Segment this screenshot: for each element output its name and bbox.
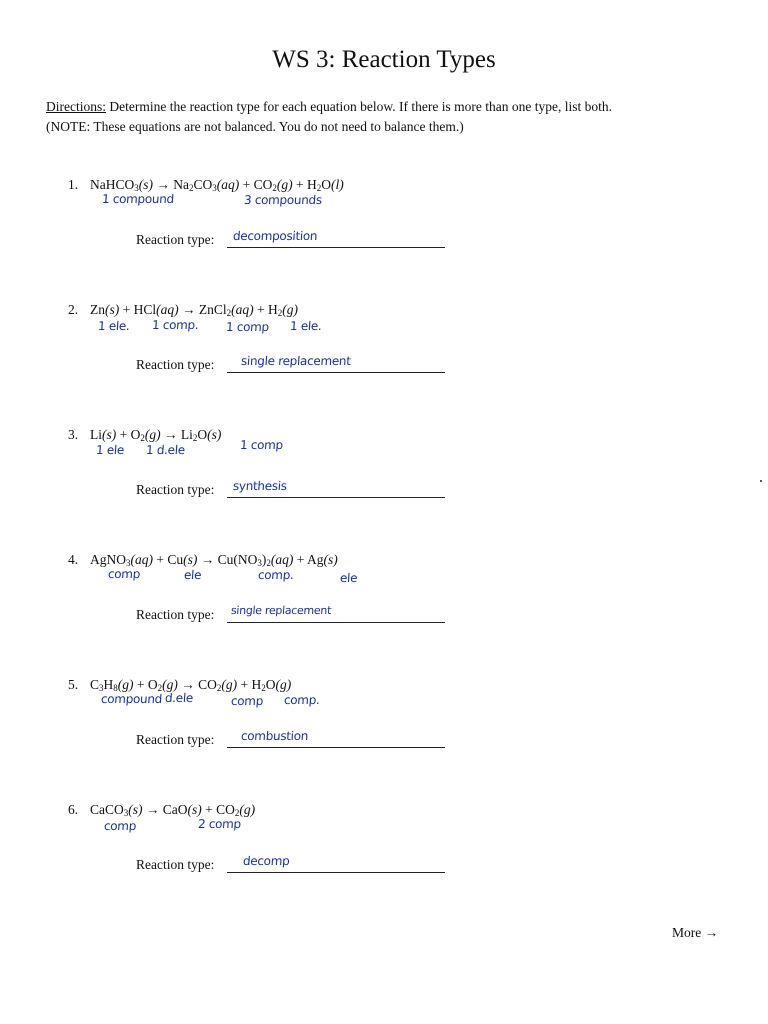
handwritten-note: 1 d.ele — [145, 443, 186, 457]
problem-number: 5. — [68, 677, 79, 692]
equation: 4. AgNO$_3$(aq) + $Cu(s) \to Cu(NO_3)_2(aq) + Ag(s)$ — [68, 552, 338, 568]
reaction-type-answer: single replacement — [230, 604, 332, 617]
handwritten-note: comp — [230, 694, 264, 708]
directions-label: Directions: — [46, 99, 106, 114]
handwritten-note: 1 compound — [101, 192, 175, 206]
reaction-type-answer: single replacement — [240, 354, 352, 368]
reaction-type-answer: decomposition — [232, 229, 318, 243]
directions-note: (NOTE: These equations are not balanced. You do not need to balance them.) — [46, 119, 464, 134]
problem-1 — [0, 177, 768, 297]
answer-line — [227, 372, 445, 373]
handwritten-note: 1 ele. — [289, 319, 323, 333]
handwritten-note: comp. — [283, 693, 321, 707]
equation: 6. CaCO$_3$(s) → $CaO(s) + CO_2(g)$ — [68, 802, 256, 818]
handwritten-note: comp. — [257, 568, 295, 582]
worksheet-title: WS 3: Reaction Types — [272, 46, 496, 73]
handwritten-note: comp — [103, 819, 137, 833]
handwritten-note: 3 compounds — [243, 193, 323, 207]
problem-number: 3. — [68, 427, 79, 442]
equation: 1. NaHCO$_3$(s) → $Na_2CO_3(aq) + CO_2(g) + H_2O(l)$ — [68, 177, 344, 193]
more-link[interactable]: More → — [672, 925, 719, 940]
problem-number: 2. — [68, 302, 79, 317]
handwritten-note: 1 ele. — [97, 319, 131, 333]
reaction-type-label: Reaction type: — [136, 357, 215, 372]
reaction-type-label: Reaction type: — [136, 857, 215, 872]
problem-number: 4. — [68, 552, 79, 567]
problem-number: 6. — [68, 802, 79, 817]
handwritten-note: comp — [107, 567, 141, 581]
reaction-type-answer: combustion — [240, 729, 309, 743]
reaction-type-answer: decomp — [242, 854, 290, 868]
handwritten-note: ele — [183, 568, 202, 582]
problem-2 — [0, 302, 768, 422]
reaction-type-label: Reaction type: — [136, 732, 215, 747]
problem-5 — [0, 677, 768, 797]
answer-line — [227, 497, 445, 498]
handwritten-note: d.ele — [164, 691, 194, 705]
problem-3 — [0, 427, 768, 547]
handwritten-note: 1 ele — [95, 443, 125, 457]
problem-6 — [0, 802, 768, 922]
handwritten-note: ele — [339, 571, 358, 585]
handwritten-note: 1 comp. — [151, 318, 199, 332]
problem-4 — [0, 552, 768, 672]
answer-line — [227, 747, 445, 748]
equation: 2. Zn(s) + HCl(aq) → ZnCl$_2$(aq) + $H_2(g)$ — [68, 302, 299, 318]
equation: 3. $Li(s) + O_2(g) \to Li_2O(s)$ — [68, 427, 222, 443]
page-mark — [760, 480, 762, 482]
handwritten-note: compound — [100, 692, 163, 706]
answer-line — [227, 247, 445, 248]
handwritten-note: 1 comp — [239, 438, 284, 452]
handwritten-note: 2 comp — [197, 817, 242, 831]
answer-line — [227, 872, 445, 873]
reaction-type-label: Reaction type: — [136, 482, 215, 497]
reaction-type-label: Reaction type: — [136, 607, 215, 622]
reaction-type-answer: synthesis — [232, 479, 288, 493]
problem-number: 1. — [68, 177, 79, 192]
handwritten-note: 1 comp — [225, 320, 270, 334]
directions — [46, 97, 612, 137]
answer-line — [227, 622, 445, 623]
reaction-type-label: Reaction type: — [136, 232, 215, 247]
directions-text: Determine the reaction type for each equation below. If there is more than one type, list both. — [106, 99, 612, 114]
equation: 5. $C_3H_8(g) + O_2(g) \to CO_2(g) + H_2O(g)$ — [68, 677, 292, 693]
